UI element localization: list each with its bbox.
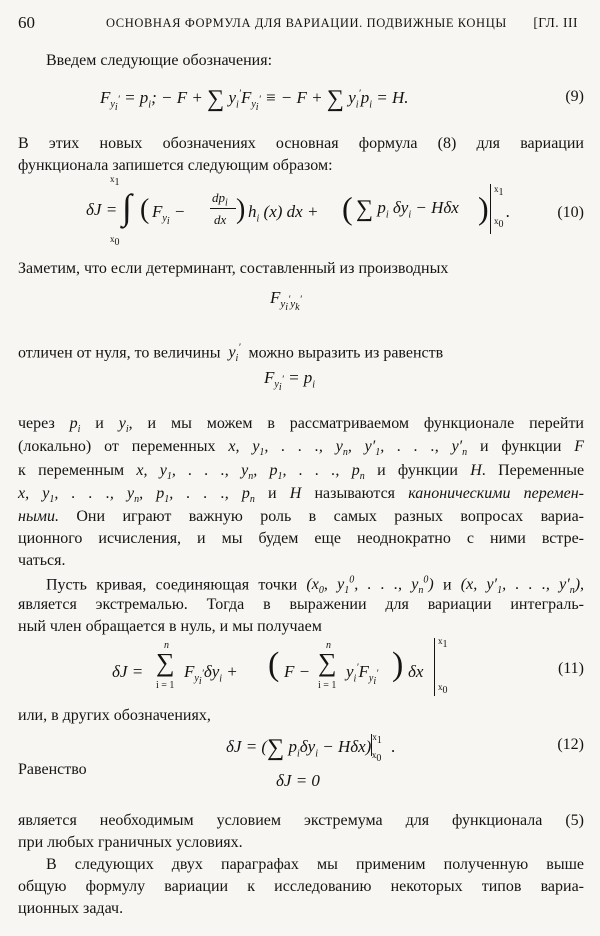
paragraph-line: является экстремалью. Тогда в выражении для вариации интеграль- — [18, 596, 584, 613]
paragraph-line: Равенство — [18, 761, 87, 778]
paragraph-line: при любых граничных условиях. — [18, 834, 243, 851]
chapter-label: [ГЛ. III — [533, 15, 578, 30]
equation-number-11: (11) — [557, 660, 584, 677]
paragraph-line: ными. Они играют важную роль в самых разных вопросах вариа- — [18, 508, 585, 525]
paragraph-intro: Введем следующие обозначения: — [46, 52, 273, 69]
equation-number-9: (9) — [565, 88, 584, 105]
book-page: 60 ОСНОВНАЯ ФОРМУЛА ДЛЯ ВАРИАЦИИ. ПОДВИЖНЫЕ КОНЦЫ [ГЛ. III Введем следующие обозначения: $F_{y_i'} = p_i$; − F + ∑ $y_i'F_{y_i'}$ ≡ − F + ∑ $y_i'p_i = H$. (9) В этих новых обозначениях основная формула (8) для вариации функционала запишется следующим образом: $x_1$ $x_0$ δJ = ∫ ( $F_{y_i}$ − $dp_i$ dx ) $h_i$ (x) dx + ( ∑ $p_i$ $\delta y_i - H\delta x$ ) $x_1$ $x_0$ . (10) Заметим, что если детерминант, составленный из производных $F_{y_i'y_k'}$ отличен от нуля, то величины $y_i'$ можно выразить из равенств $F_{y_i'} = p_i$ через $p_i$ и $y_i$, и мы можем в рассматриваемом функционале перейти (локально) от переменных x, $y_1$, . . ., $y_n$, $y'_1$, . . ., $y'_n$ и функции F к переменным x, $y_1$, . . ., $y_n$, $p_1$, . . ., $p_n$ и функции H. Переменные x, $y_1$, . . ., $y_n$, $p_1$, . . ., $p_n$ и H называются каноническими перемен- ными. Они играют важную роль в самых разных вопросах вариа- ционного исчисления, и мы будем еще неоднократно с ними встре- чаться. Пусть кривая, соединяющая точки ($x_0$, $y_1^0$, . . ., $y_n^0$) и (x, $y'_1$, . . ., $y'_n$), является экстремалью. Тогда в выражении для вариации интеграль- ный член обращается в нуль, и мы получаем δJ = n ∑ i = 1 $F_{y_i'}\delta y_i$ + ( F − n ∑ i = 1 $y_i'F_{y_i'}$ ) δx $x_1$ $x_0$ (11) или, в других обозначениях, δJ = (∑ $p_i\delta y_i - H\delta x)^{x_1}_{x_0}$. (12) Равенство δJ = 0 является необходимым условием экстремума для функционала (5) при любых граничных условиях. В следующих двух параграфах мы применим полученную выше общую формулу вариации к исследованию некоторых типов вариа- ционных задач. — [0, 0, 600, 936]
paragraph-line: к переменным x, $y_1$, . . ., $y_n$, $p_1$, . . ., $p_n$ и функции H. Переменные — [18, 462, 585, 483]
formula-mixed-derivative: $F_{y_i'y_k'}$ — [270, 288, 302, 314]
paragraph-line: функционала запишется следующим образом: — [18, 157, 333, 174]
formula-p-equals: $F_{y_i'} = p_i$ — [264, 368, 316, 394]
running-header — [18, 13, 578, 35]
paragraph-line: ционного исчисления, и мы будем еще неоднократно с ними встре- — [18, 530, 584, 547]
paragraph-line: отличен от нуля, то величины $y_i'$ можно выразить из равенств — [18, 343, 444, 365]
paragraph-line: Заметим, что если детерминант, составленный из производных — [18, 260, 449, 277]
paragraph-line: через $p_i$ и $y_i$, и мы можем в рассматриваемом функционале перейти — [18, 415, 584, 436]
paragraph-line: ный член обращается в нуль, и мы получаем — [18, 618, 322, 635]
paragraph-line: x, $y_1$, . . ., $y_n$, $p_1$, . . ., $p_n$ и H называются каноническими перемен- — [18, 485, 585, 506]
paragraph-line: или, в других обозначениях, — [18, 707, 211, 724]
formula-variation-zero: δJ = 0 — [276, 771, 320, 790]
paragraph-line: В этих новых обозначениях основная формула (8) для вариации — [18, 135, 584, 152]
equation-number-10: (10) — [557, 204, 584, 221]
page-number: 60 — [18, 13, 35, 32]
paragraph-line: (локально) от переменных x, $y_1$, . . ., $y_n$, $y'_1$, . . ., $y'_n$ и функции F — [18, 438, 584, 459]
equation-number-12: (12) — [557, 736, 584, 753]
equation-12: δJ = (∑ $p_i\delta y_i - H\delta x)^{x_1}_{x_0}$. — [226, 732, 396, 764]
paragraph-line: В следующих двух параграфах мы применим полученную выше — [46, 856, 584, 873]
equation-9: $F_{y_i'} = p_i$; − F + ∑ $y_i'F_{y_i'}$ ≡ − F + ∑ $y_i'p_i = H$. — [100, 86, 409, 114]
paragraph-line: является необходимым условием экстремума для функционала (5) — [18, 812, 584, 829]
paragraph-line: чаться. — [18, 552, 66, 569]
running-title: ОСНОВНАЯ ФОРМУЛА ДЛЯ ВАРИАЦИИ. ПОДВИЖНЫЕ КОНЦЫ — [106, 16, 507, 30]
paragraph-line: общую формулу вариации к исследованию некоторых типов вариа- — [18, 878, 584, 895]
paragraph-line: Пусть кривая, соединяющая точки ($x_0$, $y_1^0$, . . ., $y_n^0$) и (x, $y'_1$, . . ., $y'_n$), — [46, 575, 585, 597]
paragraph-line: ционных задач. — [18, 900, 124, 917]
